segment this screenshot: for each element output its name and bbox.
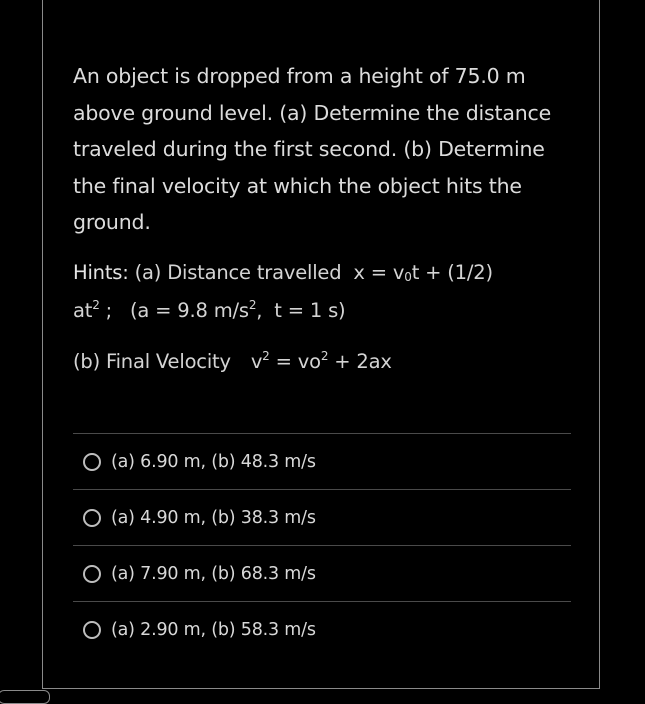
corner-tab xyxy=(0,690,50,704)
radio-button-icon[interactable] xyxy=(83,453,101,471)
answer-option-label: (a) 2.90 m, (b) 58.3 m/s xyxy=(111,619,316,640)
given-values-close: , t = 1 s) xyxy=(256,299,346,322)
formula-x: x = v xyxy=(353,261,405,284)
answer-option[interactable] xyxy=(73,433,571,489)
answer-options xyxy=(73,433,571,657)
distance-formula xyxy=(353,261,492,284)
hints-block xyxy=(73,255,573,331)
formula-at-squared: 2 xyxy=(92,298,100,312)
final-eq: = vo xyxy=(269,350,321,373)
given-squared: 2 xyxy=(248,298,257,312)
answer-option[interactable] xyxy=(73,489,571,545)
given-values-open: (a = 9.8 m/s xyxy=(130,299,249,322)
radio-button-icon[interactable] xyxy=(83,621,101,639)
final-rest: + 2ax xyxy=(328,350,392,373)
answer-option-label: (a) 4.90 m, (b) 38.3 m/s xyxy=(111,507,316,528)
formula-t: t + (1/2) xyxy=(411,261,493,284)
formula-sub-zero: 0 xyxy=(404,270,412,284)
formula-separator: ; xyxy=(99,299,131,322)
final-velocity-label: (b) Final Velocity xyxy=(73,350,231,373)
hints-label: Hints: xyxy=(73,261,129,284)
question-text: An object is dropped from a height of 75.0 m above ground level. (a) Determine the distance traveled during the first second. (b) Determine the final velocity at which the object hits the ground. xyxy=(73,64,552,234)
final-v: v xyxy=(250,350,263,373)
radio-button-icon[interactable] xyxy=(83,509,101,527)
answer-option[interactable] xyxy=(73,545,571,601)
final-velocity-hint xyxy=(73,344,573,382)
final-vo-squared: 2 xyxy=(320,349,329,363)
hint-part-a: (a) Distance travelled xyxy=(134,261,342,284)
answer-option-label: (a) 6.90 m, (b) 48.3 m/s xyxy=(111,451,316,472)
formula-at: at xyxy=(73,299,93,322)
answer-option-label: (a) 7.90 m, (b) 68.3 m/s xyxy=(111,563,316,584)
answer-option[interactable] xyxy=(73,601,571,657)
final-v-squared: 2 xyxy=(262,349,270,363)
radio-button-icon[interactable] xyxy=(83,565,101,583)
